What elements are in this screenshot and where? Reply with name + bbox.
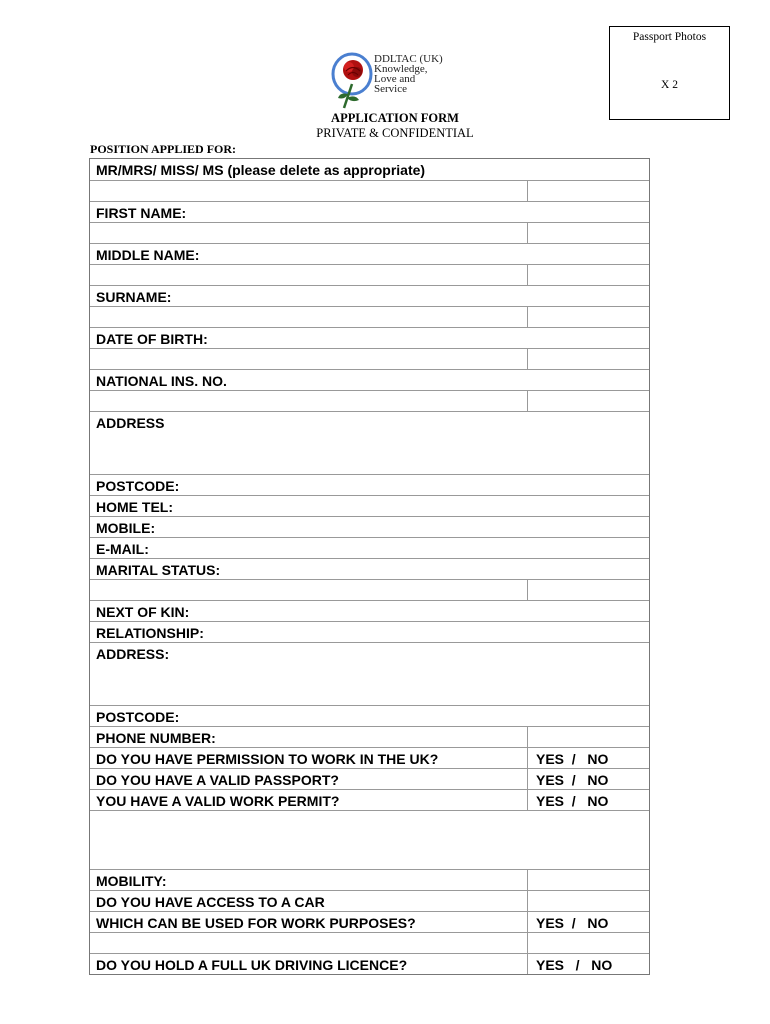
organization-logo bbox=[330, 50, 460, 110]
field-label: DO YOU HOLD A FULL UK DRIVING LICENCE? bbox=[96, 957, 408, 973]
field-label: E-MAIL: bbox=[96, 541, 149, 557]
form-row[interactable] bbox=[90, 474, 649, 495]
field-label: DO YOU HAVE PERMISSION TO WORK IN THE UK? bbox=[96, 751, 439, 767]
form-row[interactable] bbox=[90, 495, 649, 516]
form-row[interactable] bbox=[90, 600, 649, 621]
form-row[interactable] bbox=[90, 642, 649, 705]
field-label: FIRST NAME: bbox=[96, 205, 187, 221]
field-label: POSTCODE: bbox=[96, 478, 180, 494]
column-divider bbox=[527, 870, 528, 890]
yes-no-option[interactable]: YES / NO bbox=[536, 751, 609, 767]
field-label: MR/MRS/ MISS/ MS (please delete as appropriate) bbox=[96, 162, 426, 178]
form-row[interactable] bbox=[90, 768, 649, 789]
column-divider bbox=[527, 933, 528, 953]
tagline-line: Knowledge, bbox=[374, 63, 428, 75]
rose-icon bbox=[330, 50, 374, 110]
application-form-table bbox=[89, 158, 650, 975]
field-label: DATE OF BIRTH: bbox=[96, 331, 208, 347]
tagline-line: Love and bbox=[374, 73, 416, 85]
form-row[interactable] bbox=[90, 264, 649, 285]
passport-photos-label: Passport Photos bbox=[632, 31, 707, 43]
field-label: SURNAME: bbox=[96, 289, 172, 305]
org-name: DDLTAC (UK) bbox=[374, 53, 443, 65]
column-divider bbox=[527, 727, 528, 747]
form-title: APPLICATION FORM bbox=[331, 111, 459, 125]
column-divider bbox=[527, 580, 528, 600]
column-divider bbox=[527, 912, 528, 932]
field-label: YOU HAVE A VALID WORK PERMIT? bbox=[96, 793, 340, 809]
field-label: NEXT OF KIN: bbox=[96, 604, 190, 620]
field-label: WHICH CAN BE USED FOR WORK PURPOSES? bbox=[96, 915, 416, 931]
form-row[interactable] bbox=[90, 348, 649, 369]
field-label: MOBILE: bbox=[96, 520, 156, 536]
form-row[interactable] bbox=[90, 911, 649, 932]
column-divider bbox=[527, 307, 528, 327]
field-label: RELATIONSHIP: bbox=[96, 625, 204, 641]
field-label: ADDRESS bbox=[96, 415, 165, 431]
field-label: POSTCODE: bbox=[96, 709, 180, 725]
form-row[interactable] bbox=[90, 579, 649, 600]
column-divider bbox=[527, 349, 528, 369]
form-row[interactable] bbox=[90, 789, 649, 810]
tagline-line: Service bbox=[374, 83, 407, 95]
form-row[interactable] bbox=[90, 411, 649, 474]
form-row[interactable] bbox=[90, 953, 649, 974]
column-divider bbox=[527, 891, 528, 911]
field-label: PHONE NUMBER: bbox=[96, 730, 216, 746]
form-row[interactable] bbox=[90, 201, 649, 222]
yes-no-option[interactable]: YES / NO bbox=[536, 793, 609, 809]
form-row[interactable] bbox=[90, 726, 649, 747]
yes-no-option[interactable]: YES / NO bbox=[536, 915, 609, 931]
column-divider bbox=[527, 265, 528, 285]
form-row[interactable] bbox=[90, 932, 649, 953]
column-divider bbox=[527, 181, 528, 201]
form-row[interactable] bbox=[90, 306, 649, 327]
form-row[interactable] bbox=[90, 810, 649, 869]
form-row[interactable] bbox=[90, 747, 649, 768]
form-row[interactable] bbox=[90, 159, 649, 180]
field-label: HOME TEL: bbox=[96, 499, 173, 515]
yes-no-option[interactable]: YES / NO bbox=[536, 772, 609, 788]
form-row[interactable] bbox=[90, 558, 649, 579]
logo-text bbox=[374, 54, 443, 94]
column-divider bbox=[527, 748, 528, 768]
position-applied-label: POSITION APPLIED FOR: bbox=[90, 142, 237, 156]
form-heading bbox=[300, 111, 490, 141]
form-row[interactable] bbox=[90, 369, 649, 390]
form-row[interactable] bbox=[90, 890, 649, 911]
form-row[interactable] bbox=[90, 327, 649, 348]
field-label: MIDDLE NAME: bbox=[96, 247, 200, 263]
field-label: DO YOU HAVE A VALID PASSPORT? bbox=[96, 772, 339, 788]
column-divider bbox=[527, 790, 528, 810]
form-row[interactable] bbox=[90, 222, 649, 243]
field-label: DO YOU HAVE ACCESS TO A CAR bbox=[96, 894, 325, 910]
field-label: ADDRESS: bbox=[96, 646, 170, 662]
form-row[interactable] bbox=[90, 869, 649, 890]
form-row[interactable] bbox=[90, 621, 649, 642]
form-row[interactable] bbox=[90, 180, 649, 201]
column-divider bbox=[527, 769, 528, 789]
passport-photo-box[interactable] bbox=[609, 26, 730, 120]
yes-no-option[interactable]: YES / NO bbox=[536, 957, 613, 973]
column-divider bbox=[527, 954, 528, 974]
form-row[interactable] bbox=[90, 705, 649, 726]
form-row[interactable] bbox=[90, 285, 649, 306]
field-label: MARITAL STATUS: bbox=[96, 562, 221, 578]
field-label: MOBILITY: bbox=[96, 873, 167, 889]
column-divider bbox=[527, 223, 528, 243]
form-row[interactable] bbox=[90, 243, 649, 264]
form-row[interactable] bbox=[90, 390, 649, 411]
form-row[interactable] bbox=[90, 516, 649, 537]
column-divider bbox=[527, 391, 528, 411]
field-label: NATIONAL INS. NO. bbox=[96, 373, 227, 389]
form-subtitle: PRIVATE & CONFIDENTIAL bbox=[316, 126, 474, 140]
photo-count-label: X 2 bbox=[661, 79, 678, 91]
form-row[interactable] bbox=[90, 537, 649, 558]
